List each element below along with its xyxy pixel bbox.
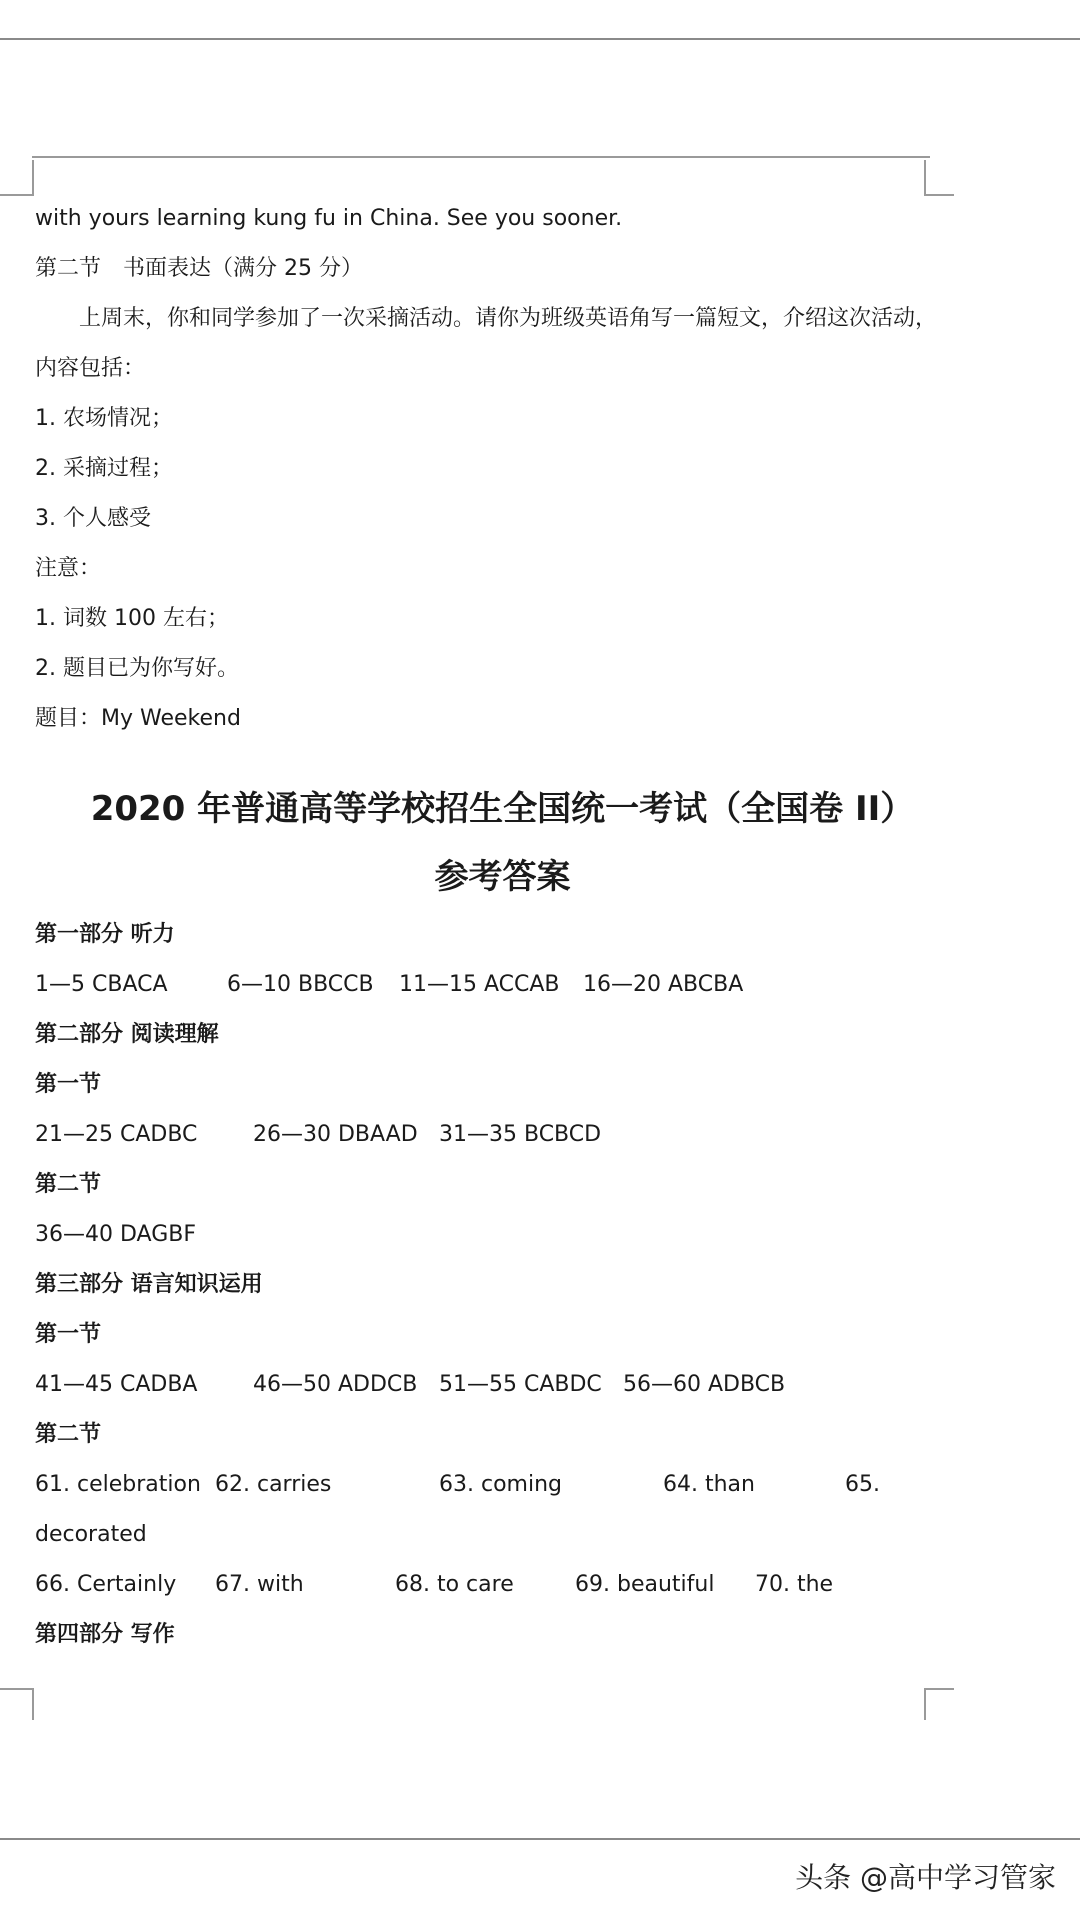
top-page-divider xyxy=(0,38,1080,40)
bottom-page-divider xyxy=(0,1838,1080,1840)
page-header-rule xyxy=(32,156,930,158)
note-label: 注意： xyxy=(35,556,102,581)
answer-word: 66. Certainly xyxy=(35,1572,177,1597)
prompt-line-2: 内容包括： xyxy=(35,356,146,381)
part2-header: 第二部分 阅读理解 xyxy=(35,1022,219,1047)
page-corner-top-left xyxy=(0,160,34,196)
answer-group: 56—60 ADBCB xyxy=(623,1372,786,1397)
prompt-item-1: 1. 农场情况； xyxy=(35,406,173,431)
answer-group: 51—55 CABDC xyxy=(439,1372,602,1397)
answer-word: 62. carries xyxy=(215,1472,332,1497)
part2-section1-header: 第一节 xyxy=(35,1072,102,1097)
answer-group: 6—10 BBCCB xyxy=(227,972,374,997)
part4-header: 第四部分 写作 xyxy=(35,1622,175,1647)
answer-word: 69. beautiful xyxy=(575,1572,715,1597)
answer-group: 16—20 ABCBA xyxy=(583,972,744,997)
answer-group: 46—50 ADDCB xyxy=(253,1372,418,1397)
answer-group: 36—40 DAGBF xyxy=(35,1222,196,1247)
answer-group: 31—35 BCBCD xyxy=(439,1122,602,1147)
section-header-writing: 第二节 书面表达（满分 25 分） xyxy=(35,256,363,281)
part3-section2-header: 第二节 xyxy=(35,1422,102,1447)
answer-word: 63. coming xyxy=(439,1472,562,1497)
answer-word: 64. than xyxy=(663,1472,755,1497)
prompt-item-3: 3. 个人感受 xyxy=(35,506,151,531)
part1-header: 第一部分 听力 xyxy=(35,922,175,947)
answer-group: 41—45 CADBA xyxy=(35,1372,198,1397)
note-item-1: 1. 词数 100 左右； xyxy=(35,606,229,631)
answer-word: 67. with xyxy=(215,1572,304,1597)
page-corner-bottom-right xyxy=(924,1688,954,1720)
note-item-2: 2. 题目已为你写好。 xyxy=(35,656,239,681)
answer-group: 21—25 CADBC xyxy=(35,1122,198,1147)
part2-section2-header: 第二节 xyxy=(35,1172,102,1197)
answer-word: 61. celebration xyxy=(35,1472,201,1497)
part3-section1-header: 第一节 xyxy=(35,1322,102,1347)
answer-group: 26—30 DBAAD xyxy=(253,1122,418,1147)
page-corner-bottom-left xyxy=(0,1688,34,1720)
part3-header: 第三部分 语言知识运用 xyxy=(35,1272,263,1297)
prompt-item-2: 2. 采摘过程； xyxy=(35,456,173,481)
exam-title: 2020 年普通高等学校招生全国统一考试（全国卷 II） xyxy=(90,789,915,829)
answers-subtitle: 参考答案 xyxy=(434,857,571,897)
answer-group: 1—5 CBACA xyxy=(35,972,168,997)
previous-text-line: with yours learning kung fu in China. See you sooner. xyxy=(35,206,623,231)
topic-line: 题目：My Weekend xyxy=(35,706,241,731)
answer-word: 70. the xyxy=(755,1572,834,1597)
watermark-text: 头条 @高中学习管家 xyxy=(795,1861,1056,1894)
answer-group: 11—15 ACCAB xyxy=(399,972,560,997)
page-corner-top-right xyxy=(924,160,954,196)
answer-word: 68. to care xyxy=(395,1572,514,1597)
prompt-line-1: 上周末，你和同学参加了一次采摘活动。请你为班级英语角写一篇短文，介绍这次活动， xyxy=(79,306,938,331)
answer-word: 65. xyxy=(845,1472,880,1497)
answer-word-wrap: decorated xyxy=(35,1522,147,1547)
